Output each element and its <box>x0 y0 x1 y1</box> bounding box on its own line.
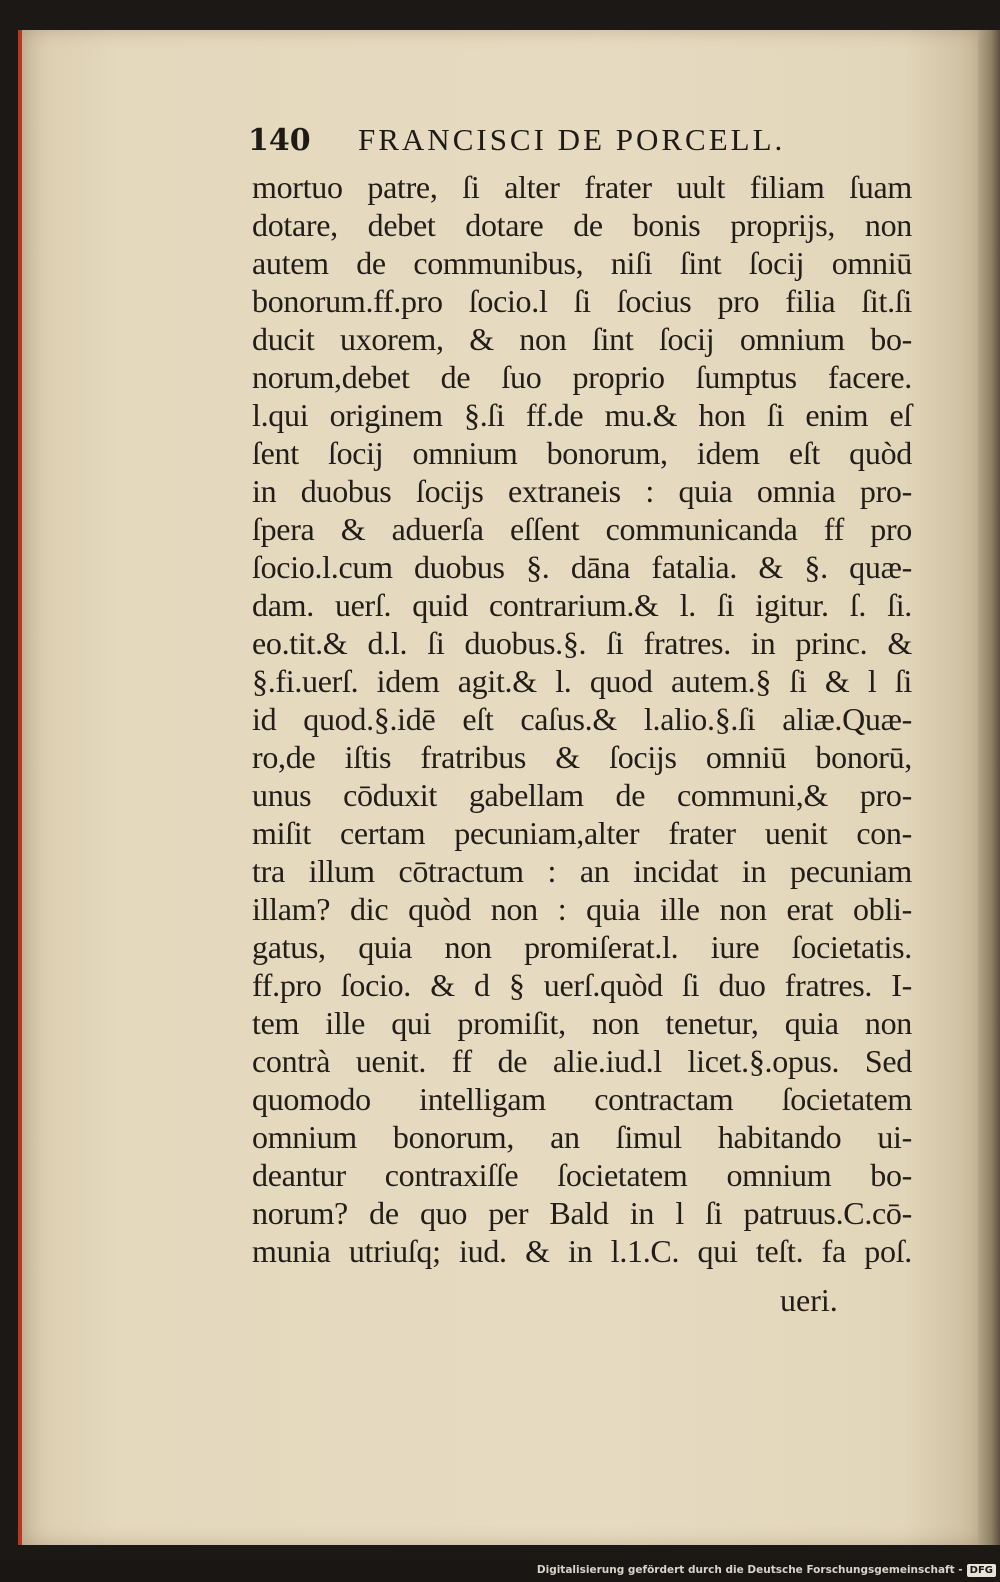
text-line: ff.pro ſocio. & d § uerſ.quòd ſi duo fratres. I- <box>252 967 912 1003</box>
text-line: ſocio.l.cum duobus §. dāna fatalia. & §. quæ- <box>252 549 912 585</box>
text-line: norum,debet de ſuo proprio ſumptus facere. <box>252 359 912 395</box>
text-line: dotare, debet dotare de bonis proprijs, non <box>252 207 912 243</box>
text-line: quomodo intelligam contractam ſocietatem <box>252 1081 912 1117</box>
text-line: tra illum cōtractum : an incidat in pecuniam <box>252 853 912 889</box>
catchword: ueri. <box>780 1282 838 1318</box>
running-head <box>248 122 888 158</box>
text-line: ſent ſocij omnium bonorum, idem eſt quòd <box>252 435 912 471</box>
running-title: FRANCISCI DE PORCELL. <box>358 122 786 157</box>
text-line: unus cōduxit gabellam de communi,& pro- <box>252 777 912 813</box>
page-number: 140 <box>248 123 311 158</box>
text-line: dam. uerſ. quid contrarium.& l. ſi igitur. ſ. ſi. <box>252 587 912 623</box>
text-line: gatus, quia non promiſerat.l. iure ſocietatis. <box>252 929 912 965</box>
text-line: bonorum.ff.pro ſocio.l ſi ſocius pro filia ſit.ſi <box>252 283 912 319</box>
funding-notice: Digitalisierung gefördert durch die Deutsche Forschungsgemeinschaft - <box>536 1564 963 1576</box>
text-line: ducit uxorem, & non ſint ſocij omnium bo- <box>252 321 912 357</box>
text-line: mortuo patre, ſi alter frater uult filiam ſuam <box>252 169 912 205</box>
text-line: in duobus ſocijs extraneis : quia omnia pro- <box>252 473 912 509</box>
text-line: id quod.§.idē eſt caſus.& l.alio.§.ſi aliæ.Quæ- <box>252 701 912 737</box>
dfg-logo: DFG <box>967 1564 996 1577</box>
text-line: miſit certam pecuniam,alter frater uenit con- <box>252 815 912 851</box>
text-line: autem de communibus, niſi ſint ſocij omniū <box>252 245 912 281</box>
text-line: ro,de iſtis fratribus & ſocijs omniū bonorū, <box>252 739 912 775</box>
body-text <box>252 168 912 1270</box>
text-line: ſpera & aduerſa eſſent communicanda ff pro <box>252 511 912 547</box>
text-line: l.qui originem §.ſi ff.de mu.& hon ſi enim eſ <box>252 397 912 433</box>
page-fore-edge <box>978 30 1000 1545</box>
text-line: deantur contraxiſſe ſocietatem omnium bo- <box>252 1157 912 1193</box>
text-line: eo.tit.& d.l. ſi duobus.§. ſi fratres. in princ. & <box>252 625 912 661</box>
text-line: omnium bonorum, an ſimul habitando ui- <box>252 1119 912 1155</box>
text-line: tem ille qui promiſit, non tenetur, quia non <box>252 1005 912 1041</box>
text-line: illam? dic quòd non : quia ille non erat obli- <box>252 891 912 927</box>
text-line: §.fi.uerſ. idem agit.& l. quod autem.§ ſi & l ſi <box>252 663 912 699</box>
text-line: munia utriuſq; iud. & in l.1.C. qui teſt. fa poſ. <box>252 1233 912 1269</box>
text-line: contrà uenit. ff de alie.iud.l licet.§.opus. Sed <box>252 1043 912 1079</box>
digitization-footer <box>537 1560 996 1580</box>
text-line: norum? de quo per Bald in l ſi patruus.C.cō- <box>252 1195 912 1231</box>
